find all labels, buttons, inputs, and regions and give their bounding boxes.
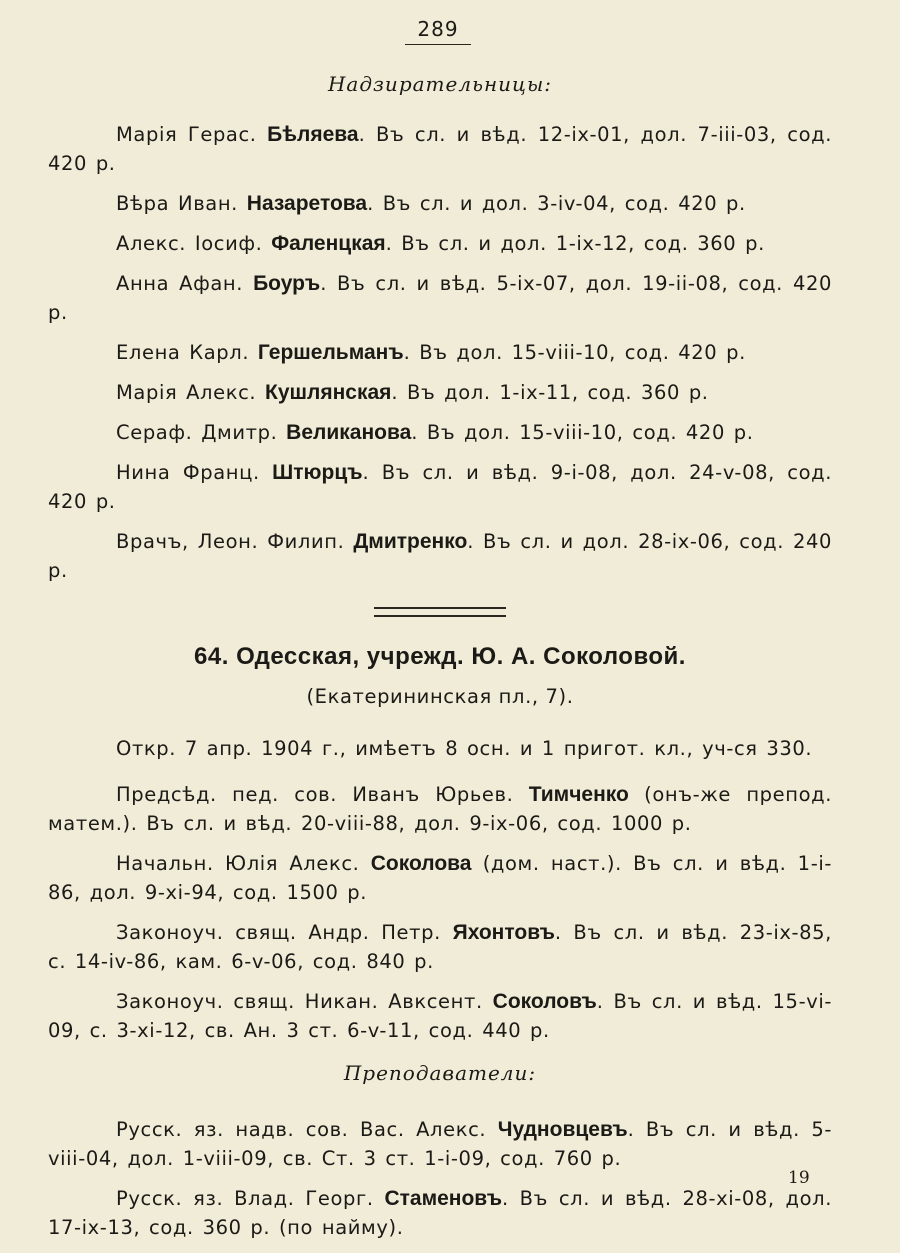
surname: Боуръ [253, 272, 321, 295]
page-number: 289 [417, 17, 459, 41]
overseer-entry: Анна Афан. Боуръ. Въ сл. и вѣд. 5-ix-07, дол. 19-ii-08, сод. 420 р. [48, 272, 832, 324]
surname: Яхонтовъ [452, 921, 555, 944]
signature-mark: 19 [788, 1168, 810, 1188]
surname: Соколова [370, 852, 472, 875]
surname: Гершельманъ [257, 341, 404, 364]
staff-entry: Законоуч. свящ. Никан. Авксент. Соколовъ. Въ сл. и вѣд. 15-vi-09, с. 3-xi-12, св. Ан. 3 ст. 6-v-11, сод. 440 р. [48, 990, 832, 1042]
institution-opened: Откр. 7 апр. 1904 г., имѣетъ 8 осн. и 1 пригот. кл., уч-ся 330. [116, 737, 813, 760]
teacher-entry: Русск. яз. Влад. Георг. Стаменовъ. Въ сл. и вѣд. 28-xi-08, дол. 17-ix-13, сод. 360 р. (по найму). [48, 1187, 832, 1239]
surname: Фаленцкая [271, 232, 386, 255]
teachers-heading: Преподаватели: [343, 1061, 537, 1085]
staff-entry: Начальн. Юлія Алекс. Соколова (дом. наст.). Въ сл. и вѣд. 1-i-86, дол. 9-xi-94, сод. 1500 р. [48, 852, 832, 904]
surname: Соколовъ [492, 990, 597, 1013]
page-content [48, 72, 832, 1253]
surname: Чудновцевъ [497, 1118, 628, 1141]
section-divider [374, 607, 506, 617]
surname: Тимченко [528, 783, 629, 806]
page-number-rule [405, 44, 471, 45]
overseer-entry: Елена Карл. Гершельманъ. Въ дол. 15-viii-10, сод. 420 р. [116, 341, 746, 364]
overseers-heading: Надзирательницы: [327, 72, 553, 96]
surname: Бѣляева [267, 123, 359, 146]
staff-entry: Законоуч. свящ. Андр. Петр. Яхонтовъ. Въ сл. и вѣд. 23-ix-85, с. 14-iv-86, кам. 6-v-06, сод. 840 р. [48, 921, 832, 973]
overseer-entry: Вѣра Иван. Назаретова. Въ сл. и дол. 3-iv-04, сод. 420 р. [116, 192, 746, 215]
overseer-entry: Врачъ, Леон. Филип. Дмитренко. Въ сл. и дол. 28-ix-06, сод. 240 р. [48, 530, 832, 582]
surname: Кушлянская [265, 381, 392, 404]
overseer-entry: Сераф. Дмитр. Великанова. Въ дол. 15-viii-10, сод. 420 р. [116, 421, 754, 444]
overseer-entry: Нина Франц. Штюрцъ. Въ сл. и вѣд. 9-i-08, дол. 24-v-08, сод. 420 р. [48, 461, 833, 513]
teacher-entry: Русск. яз. надв. сов. Вас. Алекс. Чудновцевъ. Въ сл. и вѣд. 5-viii-04, дол. 1-viii-09, св. Ст. 3 ст. 1-i-09, сод. 760 р. [48, 1118, 832, 1170]
institution-address: (Екатерининская пл., 7). [306, 685, 574, 708]
staff-list [48, 780, 832, 1045]
surname: Штюрцъ [272, 461, 363, 484]
surname: Назаретова [246, 192, 368, 215]
surname: Стаменовъ [384, 1187, 503, 1210]
overseer-entry: Марія Алекс. Кушлянская. Въ дол. 1-ix-11, сод. 360 р. [116, 381, 709, 404]
overseer-entry: Марія Герас. Бѣляева. Въ сл. и вѣд. 12-ix-01, дол. 7-iii-03, сод. 420 р. [48, 123, 833, 175]
surname: Великанова [286, 421, 412, 444]
overseer-entry: Алекс. Іосиф. Фаленцкая. Въ сл. и дол. 1-ix-12, сод. 360 р. [116, 232, 765, 255]
staff-entry: Предсѣд. пед. сов. Иванъ Юрьев. Тимченко (онъ-же препод. матем.). Въ сл. и вѣд. 20-viii-88, дол. 9-ix-06, сод. 1000 р. [48, 783, 833, 835]
teachers-list [48, 1115, 832, 1242]
surname: Дмитренко [353, 530, 468, 553]
institution-title: 64. Одесская, учрежд. Ю. А. Соколовой. [194, 643, 686, 670]
overseers-list [48, 120, 832, 585]
